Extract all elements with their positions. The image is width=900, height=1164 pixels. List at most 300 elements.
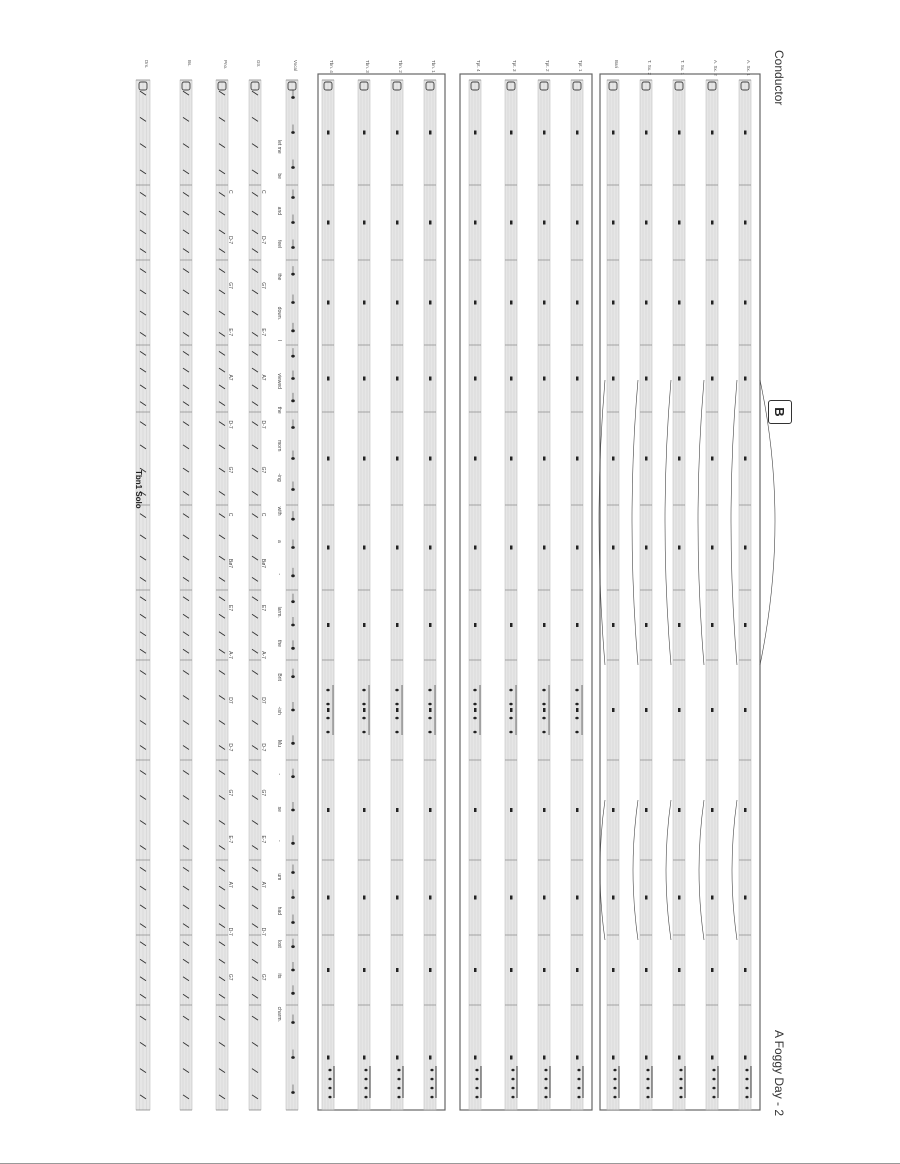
lyric-syllable: its	[276, 973, 282, 979]
rest	[474, 377, 477, 381]
note-head	[395, 731, 398, 734]
lyric-syllable: -ish	[276, 706, 282, 715]
rest	[612, 896, 615, 900]
lyric-syllable: morn	[276, 440, 282, 452]
rest	[645, 301, 648, 305]
lyric-syllable: had	[276, 906, 282, 916]
rest	[363, 377, 366, 381]
rest	[474, 301, 477, 305]
note-head	[613, 1069, 616, 1072]
note-head	[613, 1078, 616, 1081]
rest	[396, 131, 399, 135]
rest	[744, 896, 747, 900]
chord-symbol: A-7	[227, 651, 233, 659]
note-head	[544, 1087, 547, 1090]
rest	[396, 623, 399, 627]
rest	[711, 1056, 714, 1060]
rest	[396, 808, 399, 812]
staff-label: Tbn. 4	[329, 60, 334, 73]
rest	[429, 708, 432, 712]
rest	[396, 896, 399, 900]
rest	[678, 457, 681, 461]
rest	[474, 1056, 477, 1060]
rest	[744, 131, 747, 135]
note-head	[745, 1096, 748, 1099]
note-head	[326, 703, 329, 706]
note-head	[613, 1096, 616, 1099]
rest	[612, 1056, 615, 1060]
staff-label: A. Sx. 2	[713, 60, 718, 76]
staff-label: Bari	[614, 60, 619, 69]
lyric-syllable: lost	[276, 940, 282, 948]
rest	[363, 896, 366, 900]
rest	[543, 377, 546, 381]
rest	[711, 623, 714, 627]
note-head	[542, 731, 545, 734]
rest	[543, 131, 546, 135]
note-head	[544, 1069, 547, 1072]
rest	[576, 896, 579, 900]
rest	[327, 377, 330, 381]
rest	[744, 968, 747, 972]
lyric-syllable: with	[276, 506, 282, 516]
note-head	[542, 689, 545, 692]
lyric-syllable: um	[276, 873, 282, 881]
lyric-syllable: down.	[276, 306, 282, 321]
rest	[678, 896, 681, 900]
chord-symbol: D-7	[260, 927, 266, 936]
rest	[327, 808, 330, 812]
rest	[612, 708, 615, 712]
rest	[711, 131, 714, 135]
rest	[543, 708, 546, 712]
rest	[327, 968, 330, 972]
staff-label: Bs.	[187, 60, 192, 67]
note-head	[326, 731, 329, 734]
rest	[510, 708, 513, 712]
rest	[645, 808, 648, 812]
rest	[612, 131, 615, 135]
rest	[510, 301, 513, 305]
rest	[744, 623, 747, 627]
note-head	[362, 717, 365, 720]
chord-symbol: E-7	[260, 835, 266, 844]
staff-label: Tbn. 1	[431, 60, 436, 73]
note-head	[326, 717, 329, 720]
rest	[510, 1056, 513, 1060]
rest	[612, 623, 615, 627]
chord-symbol: Bø7	[260, 558, 266, 569]
staff-label: Vocal	[293, 60, 298, 72]
rest	[678, 301, 681, 305]
rest	[510, 131, 513, 135]
rest	[327, 457, 330, 461]
rest	[363, 457, 366, 461]
rest	[543, 808, 546, 812]
rest	[327, 708, 330, 712]
rehearsal-mark: B	[768, 400, 792, 424]
lyric-syllable: charm.	[276, 1006, 282, 1022]
rest	[363, 623, 366, 627]
note-head	[542, 717, 545, 720]
rest	[711, 546, 714, 550]
note-head	[395, 689, 398, 692]
note-head	[679, 1078, 682, 1081]
rest	[543, 623, 546, 627]
rest	[711, 301, 714, 305]
staff-label: Tbn. 3	[365, 60, 370, 73]
chord-symbol: G7	[227, 789, 233, 797]
rest	[645, 968, 648, 972]
chord-symbol: G7	[260, 466, 266, 474]
note-head	[395, 703, 398, 706]
staff-label: Tpt. 1	[578, 60, 583, 72]
lyric-syllable: -	[276, 773, 282, 776]
part-label: Conductor	[772, 50, 786, 106]
rest	[510, 377, 513, 381]
rest	[612, 808, 615, 812]
rest	[429, 546, 432, 550]
lyric-syllable: -	[276, 573, 282, 576]
rest	[576, 131, 579, 135]
rest	[327, 221, 330, 225]
rest	[474, 808, 477, 812]
lyric-syllable: a	[276, 540, 282, 543]
rest	[510, 221, 513, 225]
lyric-syllable: the	[276, 640, 282, 647]
staff-label: Tpt. 3	[512, 60, 517, 72]
chord-symbol: D-7	[227, 236, 233, 245]
staff-label: Gtr.	[256, 60, 261, 68]
note-head	[475, 1069, 478, 1072]
note-head	[428, 717, 431, 720]
rest	[678, 808, 681, 812]
rest	[429, 457, 432, 461]
chord-symbol: C	[227, 190, 233, 194]
note-head	[362, 703, 365, 706]
rest	[576, 377, 579, 381]
note-head	[473, 717, 476, 720]
note-head	[679, 1069, 682, 1072]
rest	[363, 546, 366, 550]
note-head	[577, 1096, 580, 1099]
note-head	[745, 1078, 748, 1081]
rest	[645, 1056, 648, 1060]
note-head	[712, 1096, 715, 1099]
note-head	[509, 731, 512, 734]
chord-symbol: E-7	[260, 328, 266, 337]
lyric-syllable: Mu	[276, 740, 282, 747]
lyric-syllable: -	[276, 840, 282, 842]
rest	[678, 221, 681, 225]
note-head	[577, 1087, 580, 1090]
rest	[543, 968, 546, 972]
rest	[543, 546, 546, 550]
slur	[732, 800, 737, 940]
note-head	[511, 1096, 514, 1099]
rest	[474, 896, 477, 900]
lyric-syllable: se	[276, 806, 282, 812]
staff-label: Tbn. 2	[398, 60, 403, 73]
rest	[645, 623, 648, 627]
rest	[363, 221, 366, 225]
lyric-syllable: -ing	[276, 473, 282, 482]
note-head	[511, 1069, 514, 1072]
note-head	[679, 1087, 682, 1090]
slur	[633, 800, 638, 940]
rest	[474, 546, 477, 550]
staff-label: Tpt. 4	[476, 60, 481, 72]
note-head	[430, 1069, 433, 1072]
rest	[711, 221, 714, 225]
rest	[576, 708, 579, 712]
rest	[327, 623, 330, 627]
note-head	[475, 1078, 478, 1081]
note-head	[575, 703, 578, 706]
rest	[576, 457, 579, 461]
note-head	[428, 689, 431, 692]
note-head	[712, 1078, 715, 1081]
rest	[429, 968, 432, 972]
note-head	[430, 1078, 433, 1081]
chord-symbol: D-7	[227, 743, 233, 752]
rest	[711, 896, 714, 900]
staff-label: T. Sx. 2	[647, 60, 652, 76]
rest	[744, 808, 747, 812]
lyric-syllable: I	[276, 340, 282, 342]
note-head	[428, 731, 431, 734]
rest	[576, 808, 579, 812]
note-head	[509, 717, 512, 720]
rest	[363, 968, 366, 972]
chord-symbol: C	[260, 190, 266, 194]
chord-symbol: E7	[227, 605, 233, 612]
rest	[645, 708, 648, 712]
lyric-syllable: be	[276, 173, 282, 179]
rest	[327, 546, 330, 550]
note-head	[397, 1087, 400, 1090]
rest	[363, 1056, 366, 1060]
slur	[699, 800, 704, 940]
rest	[510, 546, 513, 550]
chord-symbol: G7	[260, 973, 266, 981]
rest	[474, 221, 477, 225]
rest	[711, 708, 714, 712]
rest	[645, 221, 648, 225]
rest	[612, 221, 615, 225]
rest	[645, 131, 648, 135]
rest	[543, 1056, 546, 1060]
rest	[474, 131, 477, 135]
note-head	[362, 689, 365, 692]
staff-label: Tpt. 2	[545, 60, 550, 72]
note-head	[712, 1087, 715, 1090]
note-head	[577, 1069, 580, 1072]
rest	[543, 896, 546, 900]
chord-symbol: E-7	[227, 835, 233, 844]
rest	[744, 708, 747, 712]
rest	[576, 968, 579, 972]
rest	[510, 623, 513, 627]
rest	[543, 221, 546, 225]
rest	[612, 546, 615, 550]
lyric-syllable: and	[276, 206, 282, 216]
rest	[678, 546, 681, 550]
rest	[543, 457, 546, 461]
chord-symbol: E7	[260, 605, 266, 612]
slur	[600, 800, 605, 940]
rest	[474, 623, 477, 627]
chord-symbol: D7	[260, 697, 266, 704]
rest	[363, 808, 366, 812]
rest	[744, 546, 747, 550]
rest	[327, 131, 330, 135]
note-head	[395, 717, 398, 720]
note-head	[328, 1096, 331, 1099]
rest	[396, 457, 399, 461]
staff-label: Pno.	[223, 60, 228, 70]
note-head	[328, 1087, 331, 1090]
rest	[711, 808, 714, 812]
note-head	[712, 1069, 715, 1072]
rest	[363, 131, 366, 135]
chord-symbol: G7	[260, 789, 266, 797]
rest	[678, 968, 681, 972]
note-head	[542, 703, 545, 706]
note-head	[509, 703, 512, 706]
lyric-syllable: let me	[276, 140, 282, 154]
note-head	[475, 1087, 478, 1090]
solo-text: Tbn1 Solo	[134, 470, 143, 509]
rest	[396, 377, 399, 381]
rest	[612, 377, 615, 381]
rest	[576, 221, 579, 225]
chord-symbol: A7	[260, 374, 266, 381]
rest	[645, 546, 648, 550]
note-head	[397, 1096, 400, 1099]
note-head	[328, 1078, 331, 1081]
rest	[678, 1056, 681, 1060]
lyric-syllable: the	[276, 406, 282, 414]
note-head	[328, 1069, 331, 1072]
chord-symbol: A7	[227, 374, 233, 381]
note-head	[362, 731, 365, 734]
slur	[666, 800, 671, 940]
rest	[327, 301, 330, 305]
rest	[429, 131, 432, 135]
note-head	[430, 1096, 433, 1099]
rest	[744, 457, 747, 461]
rest	[576, 301, 579, 305]
rest	[678, 623, 681, 627]
rest	[576, 1056, 579, 1060]
note-head	[745, 1069, 748, 1072]
note-head	[511, 1078, 514, 1081]
lyric-syllable: feel	[276, 240, 282, 249]
chord-symbol: A-7	[260, 651, 266, 659]
rest	[510, 896, 513, 900]
rest	[510, 457, 513, 461]
chord-symbol: D-7	[260, 743, 266, 752]
rest	[612, 968, 615, 972]
chord-symbol: G7	[227, 973, 233, 981]
rest	[576, 546, 579, 550]
rest	[744, 377, 747, 381]
rest	[396, 301, 399, 305]
lyric-syllable: Brit	[276, 673, 282, 681]
note-head	[364, 1096, 367, 1099]
page-title: A Foggy Day - 2	[772, 1030, 786, 1117]
rest	[327, 1056, 330, 1060]
staff-label: Drs.	[144, 60, 149, 69]
chord-symbol: D-7	[227, 927, 233, 936]
rest	[711, 457, 714, 461]
rest	[678, 708, 681, 712]
rest	[543, 301, 546, 305]
chord-symbol: A7	[227, 881, 233, 888]
rest	[396, 708, 399, 712]
note-head	[646, 1087, 649, 1090]
rest	[744, 221, 747, 225]
note-head	[428, 703, 431, 706]
note-head	[473, 703, 476, 706]
note-head	[364, 1087, 367, 1090]
chord-symbol: Bø7	[227, 558, 233, 569]
rest	[474, 968, 477, 972]
rest	[510, 808, 513, 812]
note-head	[745, 1087, 748, 1090]
slur	[632, 380, 638, 665]
slur	[698, 380, 704, 665]
chord-symbol: E-7	[227, 328, 233, 337]
note-head	[473, 689, 476, 692]
slur	[731, 380, 737, 665]
chord-symbol: G7	[227, 282, 233, 289]
rest	[396, 221, 399, 225]
rest	[429, 623, 432, 627]
rest	[363, 301, 366, 305]
note-head	[575, 689, 578, 692]
chord-symbol: G7	[227, 466, 233, 474]
note-head	[364, 1078, 367, 1081]
staff-label: T. Sx. 1	[680, 60, 685, 76]
rest	[645, 896, 648, 900]
rest	[576, 623, 579, 627]
rest	[645, 377, 648, 381]
rest	[429, 301, 432, 305]
rest	[678, 131, 681, 135]
note-head	[509, 689, 512, 692]
rest	[396, 968, 399, 972]
note-head	[397, 1069, 400, 1072]
rest	[711, 968, 714, 972]
note-head	[679, 1096, 682, 1099]
lyric-syllable: viewed	[276, 373, 282, 389]
note-head	[473, 731, 476, 734]
note-head	[646, 1096, 649, 1099]
rest	[612, 457, 615, 461]
chord-symbol: C	[227, 512, 233, 517]
note-head	[646, 1069, 649, 1072]
note-head	[575, 731, 578, 734]
rest	[396, 1056, 399, 1060]
slur	[665, 380, 671, 665]
note-head	[326, 689, 329, 692]
note-head	[364, 1069, 367, 1072]
chord-symbol: D7	[227, 697, 233, 704]
rest	[744, 1056, 747, 1060]
rest	[474, 708, 477, 712]
